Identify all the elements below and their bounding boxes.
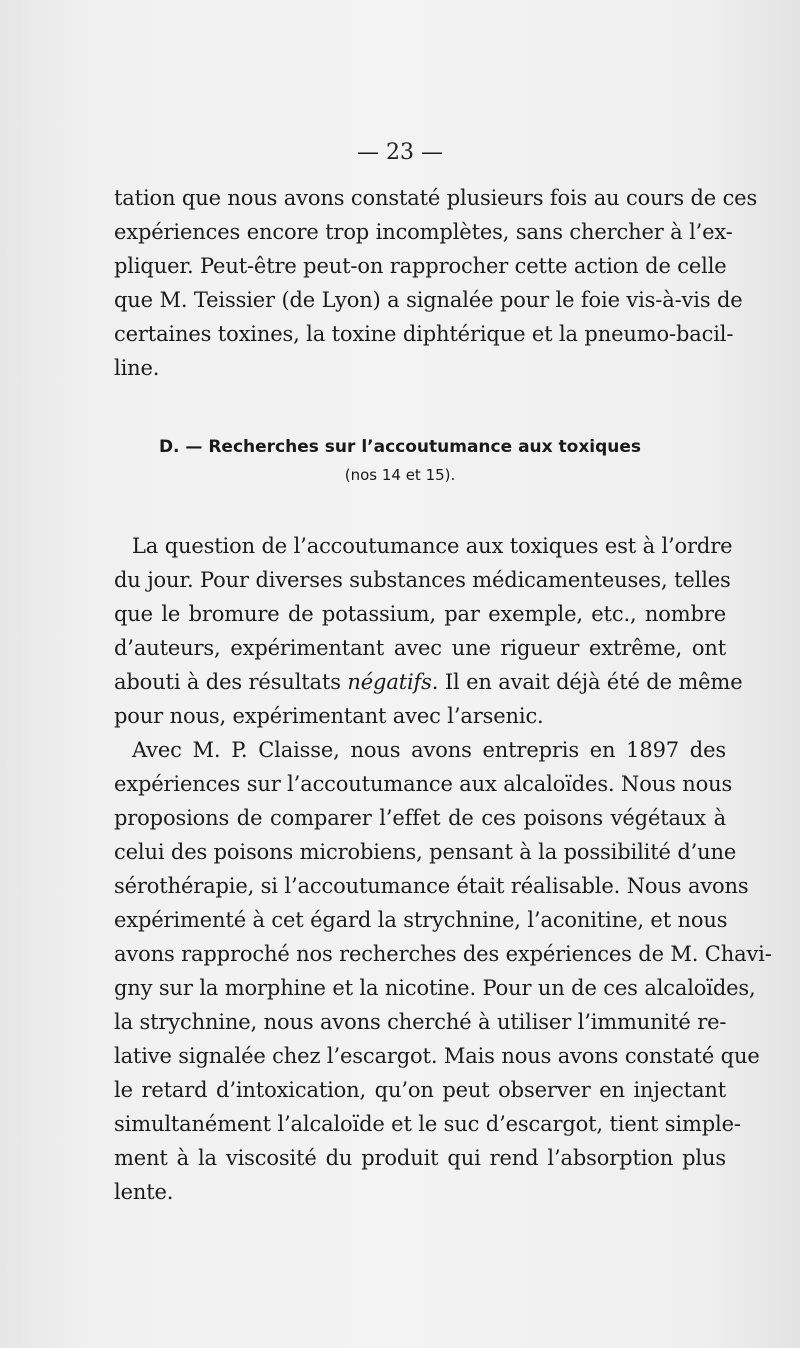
text-line: que le bromure de potassium, par exemple, etc., nombre — [114, 602, 726, 626]
text-line: expériences sur l’accoutumance aux alcaloïdes. Nous nous — [114, 772, 733, 796]
text-line: line. — [114, 356, 160, 380]
text-line: expériences encore trop incomplètes, sans chercher à l’ex- — [114, 220, 733, 244]
text-line: sérothérapie, si l’accoutumance était réalisable. Nous avons — [114, 874, 749, 898]
text-line: que M. Teissier (de Lyon) a signalée pour le foie vis-à-vis de — [114, 288, 743, 312]
text-line: ment à la viscosité du produit qui rend l’absorption plus — [114, 1146, 726, 1170]
text-line: la strychnine, nous avons cherché à utiliser l’immunité re- — [114, 1010, 727, 1034]
text-line: lative signalée chez l’escargot. Mais nous avons constaté que — [114, 1044, 760, 1068]
italic-emphasis: négatifs — [347, 670, 432, 694]
page-number: — 23 — — [357, 140, 443, 165]
section-heading: D. — Recherches sur l’accoutumance aux toxiques — [158, 437, 642, 457]
text-line: Avec M. P. Claisse, nous avons entrepris en 1897 des — [132, 738, 726, 762]
text-line: le retard d’intoxication, qu’on peut observer en injectant — [114, 1078, 726, 1102]
text-line: d’auteurs, expérimentant avec une rigueur extrême, ont — [114, 636, 726, 660]
text-line: proposions de comparer l’effet de ces poisons végétaux à — [114, 806, 726, 830]
text-line: tation que nous avons constaté plusieurs fois au cours de ces — [114, 186, 758, 210]
text-line: expérimenté à cet égard la strychnine, l’aconitine, et nous — [114, 908, 728, 932]
text-line: lente. — [114, 1180, 174, 1204]
text-line: simultanément l’alcaloïde et le suc d’escargot, tient simple- — [114, 1112, 741, 1136]
text-line: gny sur la morphine et la nicotine. Pour un de ces alcaloïdes, — [114, 976, 756, 1000]
text-line: du jour. Pour diverses substances médicamenteuses, telles — [114, 568, 731, 592]
text-line-with-italic — [114, 665, 743, 699]
text-line: certaines toxines, la toxine diphtérique et la pneumo-bacil- — [114, 322, 734, 346]
text-line: celui des poisons microbiens, pensant à la possibilité d’une — [114, 840, 737, 864]
text-line: La question de l’accoutumance aux toxiques est à l’ordre — [132, 534, 733, 558]
text-line: pour nous, expérimentant avec l’arsenic. — [114, 704, 544, 728]
text-line: avons rapproché nos recherches des expériences de M. Chavi- — [114, 942, 772, 966]
section-subheading: (nos 14 et 15). — [344, 466, 456, 484]
text-line: pliquer. Peut-être peut-on rapprocher cette action de celle — [114, 254, 727, 278]
italic-word-text: abouti à des résultats négatifs. Il en avait déjà été de même — [114, 670, 743, 694]
